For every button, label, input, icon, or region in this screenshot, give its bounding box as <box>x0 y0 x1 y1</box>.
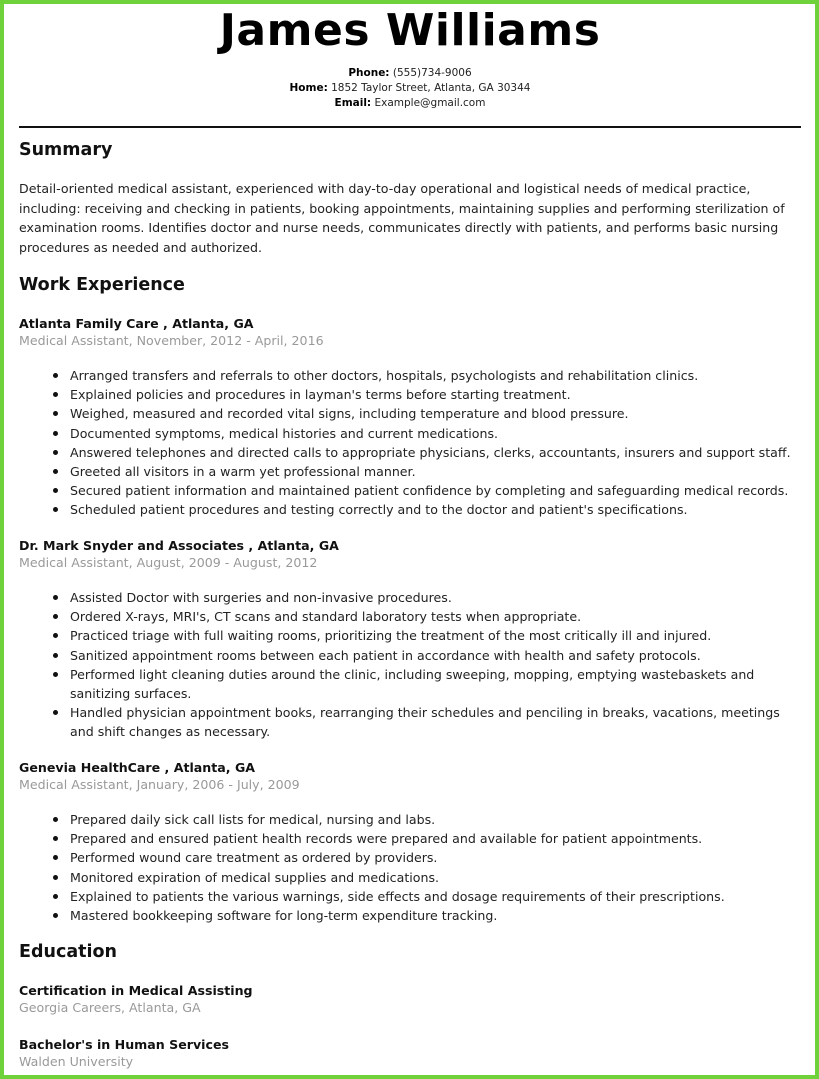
list-item: Scheduled patient procedures and testing correctly and to the doctor and patient's specifications. <box>19 500 801 519</box>
education-heading: Education <box>19 942 117 962</box>
list-item: Answered telephones and directed calls to appropriate physicians, clerks, accountants, insurers and support staff. <box>19 443 801 462</box>
list-item: Prepared daily sick call lists for medical, nursing and labs. <box>19 810 801 829</box>
contact-block <box>19 66 801 111</box>
job-entry <box>19 759 801 925</box>
list-item: Prepared and ensured patient health records were prepared and available for patient appointments. <box>19 829 801 848</box>
phone-label: Phone: <box>348 67 390 79</box>
list-item: Mastered bookkeeping software for long-term expenditure tracking. <box>19 906 801 925</box>
phone-line <box>19 66 801 81</box>
header-divider <box>19 126 801 128</box>
list-item: Assisted Doctor with surgeries and non-invasive procedures. <box>19 588 801 607</box>
resume-page <box>19 0 801 1069</box>
home-line <box>19 81 801 96</box>
education-degree: Certification in Medical Assisting <box>19 983 253 998</box>
job-employer: Genevia HealthCare , Atlanta, GA <box>19 760 256 775</box>
job-entry <box>19 315 801 520</box>
list-item: Performed light cleaning duties around the clinic, including sweeping, mopping, emptying wastebaskets and sanitizing surfaces. <box>19 665 801 703</box>
phone-value: (555)734-9006 <box>392 67 472 79</box>
list-item: Explained to patients the various warnings, side effects and dosage requirements of their prescriptions. <box>19 887 801 906</box>
list-item: Handled physician appointment books, rearranging their schedules and penciling in breaks, vacations, meetings and shift changes as necessary. <box>19 703 801 741</box>
job-employer: Atlanta Family Care , Atlanta, GA <box>19 316 254 331</box>
email-line <box>19 96 801 111</box>
list-item: Performed wound care treatment as ordered by providers. <box>19 848 801 867</box>
list-item: Monitored expiration of medical supplies and medications. <box>19 868 801 887</box>
list-item: Greeted all visitors in a warm yet professional manner. <box>19 462 801 481</box>
job-employer: Dr. Mark Snyder and Associates , Atlanta, GA <box>19 538 339 553</box>
education-degree: Bachelor's in Human Services <box>19 1037 229 1052</box>
summary-heading: Summary <box>19 140 113 160</box>
job-role-dates: Medical Assistant, August, 2009 - August, 2012 <box>19 555 318 570</box>
job-bullets <box>19 366 801 520</box>
summary-text: Detail-oriented medical assistant, experienced with day-to-day operational and logistical needs of medical practice, including: receiving and checking in patients, booking appointments, maintaining supplies and performing sterilization of examination rooms. Identifies doctor and nurse needs, communicates directly with patients, and performs basic nursing procedures as needed and authorized. <box>19 181 785 255</box>
list-item: Ordered X-rays, MRI's, CT scans and standard laboratory tests when appropriate. <box>19 607 801 626</box>
email-label: Email: <box>334 97 372 109</box>
list-item: Secured patient information and maintained patient confidence by completing and safeguarding medical records. <box>19 481 801 500</box>
education-entry <box>19 1036 801 1070</box>
candidate-name: James Williams <box>219 5 601 56</box>
job-role-dates: Medical Assistant, January, 2006 - July, 2009 <box>19 777 300 792</box>
list-item: Practiced triage with full waiting rooms, prioritizing the treatment of the most critically ill and injured. <box>19 626 801 645</box>
list-item: Sanitized appointment rooms between each patient in accordance with health and safety protocols. <box>19 646 801 665</box>
education-school: Georgia Careers, Atlanta, GA <box>19 1000 201 1015</box>
home-label: Home: <box>289 82 328 94</box>
job-entry <box>19 537 801 742</box>
education-school: Walden University <box>19 1054 134 1069</box>
work-experience-heading: Work Experience <box>19 275 185 295</box>
education-entry <box>19 982 801 1016</box>
list-item: Arranged transfers and referrals to other doctors, hospitals, psychologists and rehabilitation clinics. <box>19 366 801 385</box>
list-item: Documented symptoms, medical histories and current medications. <box>19 424 801 443</box>
job-bullets <box>19 588 801 742</box>
job-bullets <box>19 810 801 925</box>
email-value[interactable]: Example@gmail.com <box>374 97 486 109</box>
list-item: Explained policies and procedures in layman's terms before starting treatment. <box>19 385 801 404</box>
job-role-dates: Medical Assistant, November, 2012 - April, 2016 <box>19 333 324 348</box>
home-value: 1852 Taylor Street, Atlanta, GA 30344 <box>331 82 531 94</box>
list-item: Weighed, measured and recorded vital signs, including temperature and blood pressure. <box>19 404 801 423</box>
